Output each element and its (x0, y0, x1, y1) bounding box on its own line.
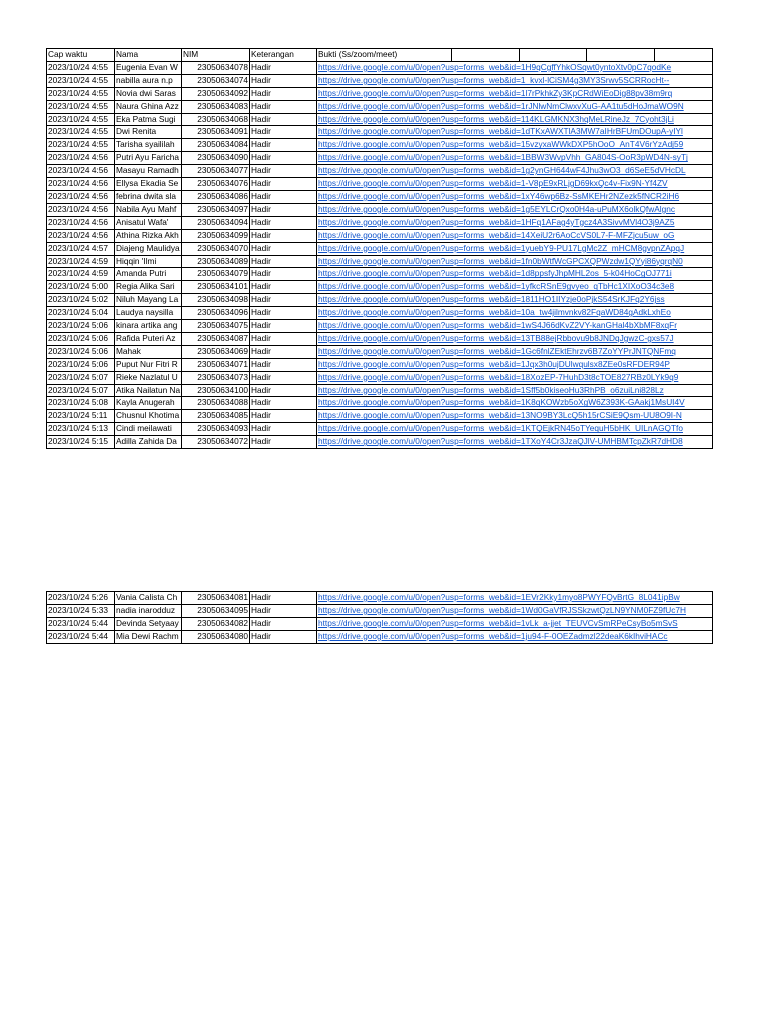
cell-nim: 23050634071 (182, 358, 250, 371)
empty-cell (520, 49, 587, 62)
cell-timestamp: 2023/10/24 5:00 (47, 281, 115, 294)
cell-name: nadia inarodduz (115, 604, 182, 617)
table-row (47, 307, 713, 320)
cell-keterangan: Hadir (250, 294, 317, 307)
cell-nim: 23050634099 (182, 229, 250, 242)
cell-name: Diajeng Maulidya (115, 242, 182, 255)
cell-keterangan: Hadir (250, 384, 317, 397)
cell-bukti (317, 358, 713, 371)
cell-name: Eugenia Evan W (115, 61, 182, 74)
table-row (47, 268, 713, 281)
cell-name: Devinda Setyaay (115, 617, 182, 630)
cell-timestamp: 2023/10/24 4:59 (47, 268, 115, 281)
cell-keterangan: Hadir (250, 281, 317, 294)
cell-keterangan: Hadir (250, 617, 317, 630)
cell-bukti (317, 630, 713, 643)
cell-keterangan: Hadir (250, 203, 317, 216)
table-row (47, 165, 713, 178)
table-row (47, 423, 713, 436)
cell-bukti (317, 87, 713, 100)
cell-keterangan: Hadir (250, 604, 317, 617)
cell-keterangan: Hadir (250, 126, 317, 139)
cell-bukti (317, 152, 713, 165)
cell-timestamp: 2023/10/24 5:44 (47, 617, 115, 630)
empty-cell (587, 49, 655, 62)
cell-keterangan: Hadir (250, 113, 317, 126)
cell-name: Kayla Anugerah (115, 397, 182, 410)
cell-name: Mia Dewi Rachm (115, 630, 182, 643)
cell-keterangan: Hadir (250, 178, 317, 191)
header-cap-waktu: Cap waktu (47, 49, 115, 62)
cell-bukti (317, 229, 713, 242)
cell-bukti (317, 384, 713, 397)
cell-bukti (317, 268, 713, 281)
table-row (47, 358, 713, 371)
cell-keterangan: Hadir (250, 152, 317, 165)
cell-nim: 23050634087 (182, 332, 250, 345)
cell-nim: 23050634073 (182, 371, 250, 384)
evidence-link[interactable]: https://drive.google.com/u/0/open?usp=forms_web&id=1TXoY4Cr3JzaQJlV-UMHBMTcpZkR7dHD8 (318, 436, 683, 447)
cell-keterangan: Hadir (250, 423, 317, 436)
cell-name: Dwi Renita (115, 126, 182, 139)
cell-keterangan: Hadir (250, 397, 317, 410)
table-row (47, 203, 713, 216)
empty-cell (452, 49, 520, 62)
cell-bukti (317, 178, 713, 191)
cell-nim: 23050634086 (182, 190, 250, 203)
evidence-link[interactable]: https://drive.google.com/u/0/open?usp=forms_web&id=1g5EYLCrQxo0H4a-uPuMX6olkQfwAlgnc (318, 203, 675, 214)
cell-bukti (317, 345, 713, 358)
table-row (47, 630, 713, 643)
cell-timestamp: 2023/10/24 4:55 (47, 61, 115, 74)
cell-keterangan: Hadir (250, 87, 317, 100)
table-row (47, 397, 713, 410)
evidence-link[interactable]: https://drive.google.com/u/0/open?usp=forms_web&id=1ju94-F-0OEZadmzl22deaK6kIhviHACc (318, 630, 668, 641)
cell-bukti (317, 617, 713, 630)
cell-name: Atika Nailatun Na (115, 384, 182, 397)
cell-keterangan: Hadir (250, 165, 317, 178)
cell-timestamp: 2023/10/24 4:56 (47, 152, 115, 165)
cell-bukti (317, 255, 713, 268)
cell-keterangan: Hadir (250, 332, 317, 345)
cell-name: Rafida Puteri Az (115, 332, 182, 345)
cell-timestamp: 2023/10/24 4:56 (47, 178, 115, 191)
table-row (47, 332, 713, 345)
cell-timestamp: 2023/10/24 5:13 (47, 423, 115, 436)
cell-keterangan: Hadir (250, 229, 317, 242)
table-row (47, 126, 713, 139)
cell-timestamp: 2023/10/24 4:56 (47, 165, 115, 178)
cell-name: Puput Nur Fitri R (115, 358, 182, 371)
cell-name: Chusnul Khotima (115, 410, 182, 423)
cell-nim: 23050634093 (182, 423, 250, 436)
cell-timestamp: 2023/10/24 4:55 (47, 126, 115, 139)
cell-timestamp: 2023/10/24 5:02 (47, 294, 115, 307)
cell-bukti (317, 216, 713, 229)
cell-name: Eka Patma Sugi (115, 113, 182, 126)
cell-nim: 23050634097 (182, 203, 250, 216)
table-row (47, 320, 713, 333)
cell-nim: 23050634072 (182, 436, 250, 449)
cell-nim: 23050634074 (182, 74, 250, 87)
cell-keterangan: Hadir (250, 242, 317, 255)
cell-name: Rieke Nazlatul U (115, 371, 182, 384)
evidence-link[interactable]: https://drive.google.com/u/0/open?usp=forms_web&id=1EVr2Kky1myo8PWYFQvBrtG_8L041ipBw (318, 592, 680, 602)
cell-bukti (317, 281, 713, 294)
evidence-link[interactable]: https://drive.google.com/u/0/open?usp=forms_web&id=1811HO1IIYzje0oPjkS54SrKJFq2Y6jss (318, 294, 665, 305)
cell-bukti (317, 61, 713, 74)
cell-timestamp: 2023/10/24 5:11 (47, 410, 115, 423)
cell-name: Anisatul Wafa' (115, 216, 182, 229)
cell-name: nabilla aura n.p (115, 74, 182, 87)
cell-timestamp: 2023/10/24 5:06 (47, 345, 115, 358)
cell-timestamp: 2023/10/24 5:04 (47, 307, 115, 320)
cell-timestamp: 2023/10/24 4:55 (47, 113, 115, 126)
evidence-link[interactable]: https://drive.google.com/u/0/open?usp=forms_web&id=1xY46wp6Bz-SsMKEHr2NZezk5fNCR2iH6 (318, 190, 680, 201)
table-row (47, 255, 713, 268)
table-row (47, 281, 713, 294)
cell-timestamp: 2023/10/24 5:06 (47, 320, 115, 333)
cell-nim: 23050634081 (182, 592, 250, 605)
cell-keterangan: Hadir (250, 592, 317, 605)
evidence-link[interactable]: https://drive.google.com/u/0/open?usp=forms_web&id=1Sff5b0kiseoHu3RhPB_o6zuiLni828Lz (318, 384, 664, 395)
cell-bukti (317, 320, 713, 333)
evidence-link[interactable]: https://drive.google.com/u/0/open?usp=forms_web&id=15vzyxaWWkDXP5hOoO_AnT4V6rYzAdj59 (318, 139, 684, 150)
cell-keterangan: Hadir (250, 371, 317, 384)
evidence-link[interactable]: https://drive.google.com/u/0/open?usp=forms_web&id=1H9qCgffYhkOSqwt0yntoXtv0pC7qodKe (318, 61, 672, 72)
cell-bukti (317, 139, 713, 152)
cell-keterangan: Hadir (250, 216, 317, 229)
cell-timestamp: 2023/10/24 5:44 (47, 630, 115, 643)
cell-bukti (317, 307, 713, 320)
table-row (47, 190, 713, 203)
cell-timestamp: 2023/10/24 4:55 (47, 74, 115, 87)
evidence-link[interactable]: https://drive.google.com/u/0/open?usp=forms_web&id=1HFq1AFag4yTgcz4A3SivvMVl4O3j9AZ5 (318, 216, 675, 227)
cell-nim: 23050634077 (182, 165, 250, 178)
cell-name: Novia dwi Saras (115, 87, 182, 100)
cell-nim: 23050634079 (182, 268, 250, 281)
cell-timestamp: 2023/10/24 5:07 (47, 384, 115, 397)
evidence-link[interactable]: https://drive.google.com/u/0/open?usp=forms_web&id=1l7rPkhkZy3KpCRdWiEoDig88pv38m9rq (318, 87, 673, 98)
cell-name: Amanda Putri (115, 268, 182, 281)
evidence-link[interactable]: https://drive.google.com/u/0/open?usp=forms_web&id=1K8qKOWzb5oXgW6Z393K-GAakj1MsUI4V (318, 397, 685, 408)
table-row (47, 617, 713, 630)
cell-nim: 23050634088 (182, 397, 250, 410)
cell-timestamp: 2023/10/24 4:56 (47, 216, 115, 229)
cell-nim: 23050634082 (182, 617, 250, 630)
cell-bukti (317, 113, 713, 126)
cell-timestamp: 2023/10/24 4:55 (47, 100, 115, 113)
cell-name: Mahak (115, 345, 182, 358)
cell-name: Putri Ayu Faricha (115, 152, 182, 165)
cell-name: febrina dwita sla (115, 190, 182, 203)
evidence-link[interactable]: https://drive.google.com/u/0/open?usp=forms_web&id=1fn0bWtfWcGPCXQPWzdw1QYyi86yqrqN0 (318, 255, 683, 266)
evidence-link[interactable]: https://drive.google.com/u/0/open?usp=forms_web&id=13TB88ejRbbovu9b8JNDqJgwzC-gxs57J (318, 332, 674, 343)
cell-keterangan: Hadir (250, 139, 317, 152)
cell-keterangan: Hadir (250, 307, 317, 320)
table-row (47, 436, 713, 449)
cell-keterangan: Hadir (250, 345, 317, 358)
cell-timestamp: 2023/10/24 4:57 (47, 242, 115, 255)
evidence-link[interactable]: https://drive.google.com/u/0/open?usp=forms_web&id=1_kvxl-lCiSM4g3MY3Srwv5SCRRocHt-- (318, 74, 670, 85)
cell-name: kinara artika ang (115, 320, 182, 333)
cell-timestamp: 2023/10/24 5:08 (47, 397, 115, 410)
cell-nim: 23050634089 (182, 255, 250, 268)
cell-bukti (317, 294, 713, 307)
cell-nim: 23050634078 (182, 61, 250, 74)
evidence-link[interactable]: https://drive.google.com/u/0/open?usp=forms_web&id=1yuebY9-PU17LgMc2Z_mHCM8gvpnZApqJ (318, 242, 685, 253)
cell-keterangan: Hadir (250, 190, 317, 203)
cell-name: Nabila Ayu Mahf (115, 203, 182, 216)
evidence-link[interactable]: https://drive.google.com/u/0/open?usp=forms_web&id=1Wd0GaVfRJSSkzwtQzLN9YNM0FZ9fUc7H (318, 604, 686, 615)
cell-nim: 23050634080 (182, 630, 250, 643)
cell-keterangan: Hadir (250, 61, 317, 74)
evidence-link[interactable]: https://drive.google.com/u/0/open?usp=forms_web&id=10a_tw4jilmvnkv82FqaWD84gAdkLxhEo (318, 307, 671, 318)
cell-bukti (317, 371, 713, 384)
table-row (47, 242, 713, 255)
cell-name: Vania Calista Ch (115, 592, 182, 605)
cell-bukti (317, 436, 713, 449)
cell-name: Ellysa Ekadia Se (115, 178, 182, 191)
cell-bukti (317, 190, 713, 203)
evidence-link[interactable]: https://drive.google.com/u/0/open?usp=forms_web&id=1g2ynGH644wF4Jhu3wO3_d6SeE5dVHcDL (318, 165, 686, 176)
table-row (47, 592, 713, 605)
table-row (47, 294, 713, 307)
header-nama: Nama (115, 49, 182, 62)
table-row (47, 384, 713, 397)
table-row (47, 216, 713, 229)
evidence-link[interactable]: https://drive.google.com/u/0/open?usp=forms_web&id=1vLk_a-jjet_TEUVCvSmRPeCsyBo5mSvS (318, 617, 678, 628)
cell-timestamp: 2023/10/24 4:56 (47, 229, 115, 242)
cell-nim: 23050634069 (182, 345, 250, 358)
cell-nim: 23050634101 (182, 281, 250, 294)
cell-nim: 23050634068 (182, 113, 250, 126)
evidence-link[interactable]: https://drive.google.com/u/0/open?usp=forms_web&id=1Jqx3h0ujDUlwqulsx8ZEe0sRFDER94P (318, 358, 670, 369)
cell-timestamp: 2023/10/24 4:56 (47, 203, 115, 216)
cell-timestamp: 2023/10/24 4:55 (47, 139, 115, 152)
responses-table (46, 48, 713, 449)
evidence-link[interactable]: https://drive.google.com/u/0/open?usp=forms_web&id=1KTQEjkRN45oTYequH5bHK_UILnAGQTfo (318, 423, 683, 434)
cell-nim: 23050634098 (182, 294, 250, 307)
cell-bukti (317, 165, 713, 178)
table-row (47, 345, 713, 358)
cell-keterangan: Hadir (250, 320, 317, 333)
table-row (47, 100, 713, 113)
cell-nim: 23050634095 (182, 604, 250, 617)
late-responses-table (46, 591, 713, 644)
evidence-link[interactable]: https://drive.google.com/u/0/open?usp=forms_web&id=1wS4J66dKvZ2VY-kanGHal4bXbMF8xqFr (318, 320, 677, 331)
cell-nim: 23050634100 (182, 384, 250, 397)
table-row (47, 152, 713, 165)
table-row (47, 113, 713, 126)
cell-timestamp: 2023/10/24 4:56 (47, 190, 115, 203)
evidence-link[interactable]: https://drive.google.com/u/0/open?usp=forms_web&id=14XeiU2r6AoCcVS0L7-F-MFZjcu5uw_oG (318, 229, 675, 240)
evidence-link[interactable]: https://drive.google.com/u/0/open?usp=forms_web&id=1BBW3WvpVhh_GA804S-OoR3pWD4N-syTj (318, 152, 688, 163)
cell-keterangan: Hadir (250, 255, 317, 268)
table-row (47, 61, 713, 74)
cell-timestamp: 2023/10/24 5:33 (47, 604, 115, 617)
cell-nim: 23050634083 (182, 100, 250, 113)
cell-nim: 23050634096 (182, 307, 250, 320)
cell-name: Adilla Zahida Da (115, 436, 182, 449)
cell-timestamp: 2023/10/24 5:07 (47, 371, 115, 384)
cell-nim: 23050634084 (182, 139, 250, 152)
cell-nim: 23050634090 (182, 152, 250, 165)
evidence-link[interactable]: https://drive.google.com/u/0/open?usp=forms_web&id=13NO9BY3LcQ5h15rCSiE9Qsm-UU8O9I-N (318, 410, 682, 421)
cell-bukti (317, 410, 713, 423)
table-row (47, 74, 713, 87)
cell-keterangan: Hadir (250, 100, 317, 113)
cell-bukti (317, 126, 713, 139)
cell-nim: 23050634070 (182, 242, 250, 255)
table-row (47, 371, 713, 384)
cell-nim: 23050634075 (182, 320, 250, 333)
evidence-link[interactable]: https://drive.google.com/u/0/open?usp=forms_web&id=18XozEP-7HuhD3t8cTOE827RBz0LYk9q9 (318, 371, 679, 382)
header-keterangan: Keterangan (250, 49, 317, 62)
cell-name: Regia Alika Sari (115, 281, 182, 294)
cell-bukti (317, 203, 713, 216)
header-row (47, 49, 713, 62)
cell-timestamp: 2023/10/24 4:55 (47, 87, 115, 100)
cell-bukti (317, 592, 713, 605)
cell-timestamp: 2023/10/24 5:06 (47, 358, 115, 371)
table-row (47, 604, 713, 617)
cell-timestamp: 2023/10/24 5:06 (47, 332, 115, 345)
cell-nim: 23050634092 (182, 87, 250, 100)
cell-timestamp: 2023/10/24 5:26 (47, 592, 115, 605)
evidence-link[interactable]: https://drive.google.com/u/0/open?usp=forms_web&id=114KLGMKNX3hqMeLRineJz_7Cyoht3jLi (318, 113, 674, 124)
cell-nim: 23050634085 (182, 410, 250, 423)
evidence-link[interactable]: https://drive.google.com/u/0/open?usp=forms_web&id=1d8ppsfyJhpMHL2os_5-k04HoCgOJ771i (318, 268, 672, 279)
cell-keterangan: Hadir (250, 74, 317, 87)
evidence-link[interactable]: https://drive.google.com/u/0/open?usp=forms_web&id=1Gc6fnlZEktEhrzv6B7ZoYYPrJNTQNFmq (318, 345, 676, 356)
table-row (47, 410, 713, 423)
cell-keterangan: Hadir (250, 358, 317, 371)
cell-nim: 23050634076 (182, 178, 250, 191)
cell-keterangan: Hadir (250, 630, 317, 643)
evidence-link[interactable]: https://drive.google.com/u/0/open?usp=forms_web&id=1rJNlwNmClwxvXuG-AA1tu5dHoJmaWO9N (318, 100, 684, 111)
cell-keterangan: Hadir (250, 268, 317, 281)
cell-name: Cindi meilawati (115, 423, 182, 436)
header-bukti: Bukti (Ss/zoom/meet) (317, 49, 452, 62)
evidence-link[interactable]: https://drive.google.com/u/0/open?usp=forms_web&id=1dTKxAWXTlA3MW7aIHrBFUmDOupA-yIYl (318, 126, 683, 137)
cell-name: Hiqqin 'Ilmi (115, 255, 182, 268)
table-row (47, 139, 713, 152)
table-row (47, 178, 713, 191)
cell-name: Tarisha syaililah (115, 139, 182, 152)
cell-timestamp: 2023/10/24 5:15 (47, 436, 115, 449)
header-nim: NIM (182, 49, 250, 62)
cell-bukti (317, 332, 713, 345)
table-row (47, 229, 713, 242)
cell-bukti (317, 423, 713, 436)
cell-keterangan: Hadir (250, 436, 317, 449)
cell-nim: 23050634091 (182, 126, 250, 139)
cell-name: Niluh Mayang La (115, 294, 182, 307)
cell-bukti (317, 74, 713, 87)
evidence-link[interactable]: https://drive.google.com/u/0/open?usp=forms_web&id=1-V8pE9xRLjgD69kxQc4v-Fix9N-Yf4ZV (318, 178, 668, 189)
cell-bukti (317, 604, 713, 617)
cell-name: Athina Rizka Akh (115, 229, 182, 242)
cell-timestamp: 2023/10/24 4:59 (47, 255, 115, 268)
table-row (47, 87, 713, 100)
cell-bukti (317, 397, 713, 410)
cell-bukti (317, 100, 713, 113)
evidence-link[interactable]: https://drive.google.com/u/0/open?usp=forms_web&id=1yfkcRSnE9gvyeo_qTbHc1XIXoO34c3e8 (318, 281, 675, 292)
cell-name: Masayu Ramadh (115, 165, 182, 178)
cell-name: Naura Ghina Azz (115, 100, 182, 113)
cell-nim: 23050634094 (182, 216, 250, 229)
cell-bukti (317, 242, 713, 255)
empty-cell (655, 49, 713, 62)
cell-keterangan: Hadir (250, 410, 317, 423)
cell-name: Laudya naysilla (115, 307, 182, 320)
